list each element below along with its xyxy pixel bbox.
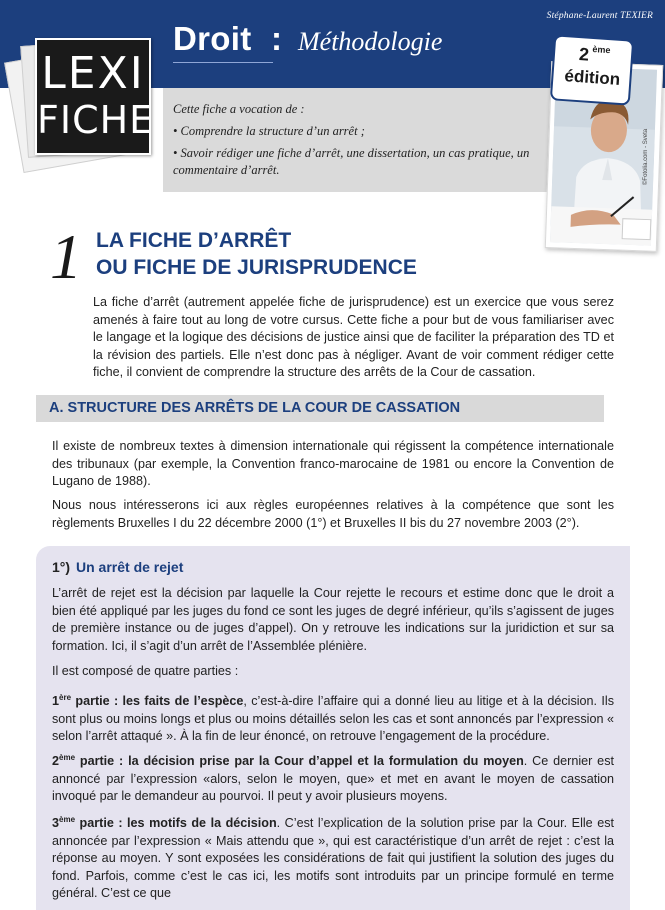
part2-text: . Ce dernier est annoncé par l’expression «alors, selon le moyen, que» et met en avant le moyen de cassation invoqué par le demandeur au pourvoi. Il peut y avoir plusieurs moyens.: [52, 754, 614, 803]
title-methodologie: Méthodologie: [298, 27, 443, 56]
photo-credit: ©Fotolia.com - Sveta: [643, 128, 649, 185]
intro-line-3: • Savoir rédiger une fiche d’arrêt, une dissertation, un cas pratique, un commentaire d’arrêt.: [173, 146, 530, 177]
subsection-paragraph-2: Nous nous intéresserons ici aux règles européennes relatives à la compétence que sont les règlements Bruxelles I du 22 décembre 2000 (1°) et Bruxelles II bis du 27 novembre 2003 (2°).: [52, 498, 614, 530]
part2-superscript: ème: [59, 752, 76, 762]
rejet-part-2: [52, 753, 614, 806]
badge-word: édition: [563, 66, 621, 89]
part1-number: 1: [52, 694, 60, 708]
title-colon: :: [271, 20, 282, 57]
rejet-paragraph-2: Il est composé de quatre parties :: [52, 664, 239, 678]
rejet-part-3: [52, 815, 614, 903]
section-heading-line-1: LA FICHE D’ARRÊT: [96, 229, 292, 252]
section-heading-line-2: OU FICHE DE JURISPRUDENCE: [96, 256, 417, 279]
part2-heading: partie : la décision prise par la Cour d’appel et la formulation du moyen: [75, 754, 524, 768]
author-name: Stéphane-Laurent TEXIER: [546, 11, 653, 21]
title-underline: [173, 62, 273, 63]
section1-paragraph: La fiche d’arrêt (autrement appelée fiche de jurisprudence) est un exercice que vous serez amenés à faire tout au long de votre cursus. Cette fiche a pour but de vous familiariser avec le langage et la logique des décisions de justice ainsi que de faciliter la préparation des TD et la révision des partiels. Elle n’est donc pas à négliger. Avant de voir comment rédiger cette fiche, il convient de comprendre la structure des arrêts de la Cour de cassation.: [93, 295, 614, 379]
badge-number: 2: [578, 44, 590, 65]
rejet-title: Un arrêt de rejet: [76, 559, 184, 575]
part1-superscript: ère: [59, 692, 72, 702]
part3-text: . C’est l’explication de la solution prise par la Cour. Elle est annoncée par l’expression « Mais attendu que », qui est caractéristique d’un arrêt de rejet : c’est la réponse au moyen. Y sont exposées les considérations de fait qui justifient la solution des juges du fond. Parfois, comme c’est le cas ici, les motifs sont introduits par un principe formulé en terme général. C’est ce que: [52, 816, 614, 900]
part3-heading: partie : les motifs de la décision: [75, 816, 277, 830]
title-droit: Droit: [173, 20, 252, 57]
part1-heading: partie : les faits de l’espèce: [71, 694, 244, 708]
subsection-paragraph-1: Il existe de nombreux textes à dimension internationale qui régissent la compétence internationale des tribunaux (par exemple, la Convention franco-marocaine de 1981 ou encore la Convention de Lugano de 1988).: [52, 439, 614, 488]
part1-text: , c’est-à-dire l’affaire qui a donné lieu au litige et à la décision. Ils sont plus ou moins longs et plus ou moins détaillés selon les cas et sont annoncés par l’expression « selon l’arrêt attaqué ». À la fin de leur énoncé, on retrouve l’engagement de la procédure.: [52, 694, 614, 743]
subsection-title: A. STRUCTURE DES ARRÊTS DE LA COUR DE CASSATION: [49, 400, 461, 416]
part3-number: 3: [52, 816, 60, 830]
lexifiche-logo: [35, 38, 155, 155]
part2-number: 2: [52, 754, 60, 768]
part3-superscript: ème: [59, 814, 76, 824]
section-number: 1: [50, 221, 82, 292]
rejet-part-1: [52, 693, 614, 746]
logo-text-lexi: LEXI: [41, 48, 145, 99]
intro-line-1: Cette fiche a vocation de :: [173, 102, 305, 116]
rejet-paragraph-1: L’arrêt de rejet est la décision par laquelle la Cour rejette le recours et estime donc que le droit a bien été appliqué par les juges du fond ce sont les juges de degré inférieur, qu’ils s’agissent de juges de première instance ou de juges d’appel). On y retrouve les indications sur la juridiction et sur sa formation. Ici, il s’agit d’un arrêt de l’Assemblée plénière.: [52, 586, 614, 653]
edition-badge: [550, 34, 634, 105]
intro-line-2: • Comprendre la structure d’un arrêt ;: [173, 124, 365, 138]
logo-text-fiche: FICHE: [37, 98, 155, 142]
rejet-number: 1°): [52, 559, 71, 575]
badge-superscript: ème: [592, 43, 611, 56]
